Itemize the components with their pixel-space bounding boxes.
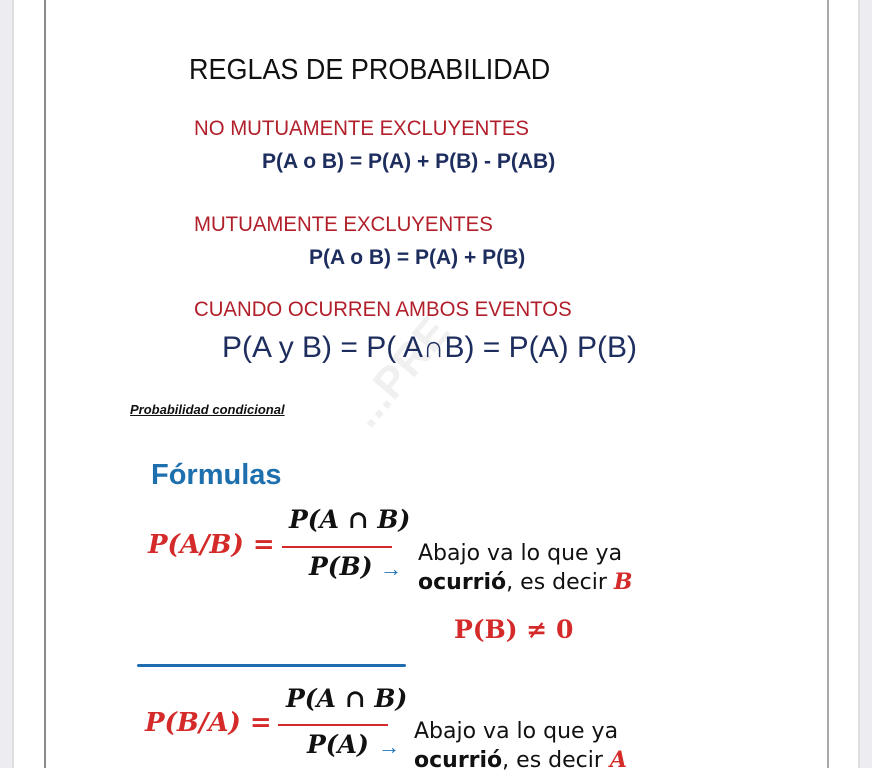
formula-note [418,540,633,597]
fraction-denominator: P(A) [307,730,369,759]
rule-heading-non-exclusive: NO MUTUAMENTE EXCLUYENTES [194,117,530,140]
note-bold: ocurrió [414,748,503,773]
note-rest: , es decir [502,748,610,773]
viewer-gutter-left [0,0,14,768]
note-line-1: Abajo va lo que ya [414,719,619,744]
watermark: ...PRE [340,307,460,437]
page-border-right [827,0,829,768]
fraction-bar [282,546,392,548]
fraction-numerator: P(A ∩ B) [289,505,411,534]
rule-heading-both-events: CUANDO OCURREN AMBOS EVENTOS [194,298,572,321]
rule-formula-non-exclusive: P(A o B) = P(A) + P(B) - P(AB) [262,150,556,173]
formula-lhs: P(A/B) = [148,530,275,560]
formula-lhs: P(B/A) = [145,708,272,738]
note-rest: , es decir [506,570,614,595]
note-bold: ocurrió [418,570,507,595]
viewer-gutter-right [858,0,872,768]
note-line-2 [414,746,627,775]
arrow-right-icon: → [378,734,400,759]
formula-condition: P(B) ≠ 0 [454,615,574,644]
conditional-probability-title: Probabilidad condicional [130,402,285,417]
arrow-right-icon: → [380,556,402,581]
rule-formula-exclusive: P(A o B) = P(A) + P(B) [309,246,526,269]
formulas-title: Fórmulas [151,459,282,491]
page-title: REGLAS DE PROBABILIDAD [189,54,551,86]
formula-note [414,718,627,775]
page-border-left [44,0,46,768]
note-line-2 [418,568,633,597]
note-variable: A [609,747,627,773]
fraction-numerator: P(A ∩ B) [286,684,408,713]
note-line-1: Abajo va lo que ya [418,541,623,566]
note-variable: B [613,569,633,595]
rule-heading-exclusive: MUTUAMENTE EXCLUYENTES [194,213,493,236]
fraction-bar [278,724,388,726]
rule-formula-both-events: P(A y B) = P( A∩B) = P(A) P(B) [222,331,637,364]
fraction-denominator: P(B) [309,552,373,581]
section-divider [137,664,406,667]
